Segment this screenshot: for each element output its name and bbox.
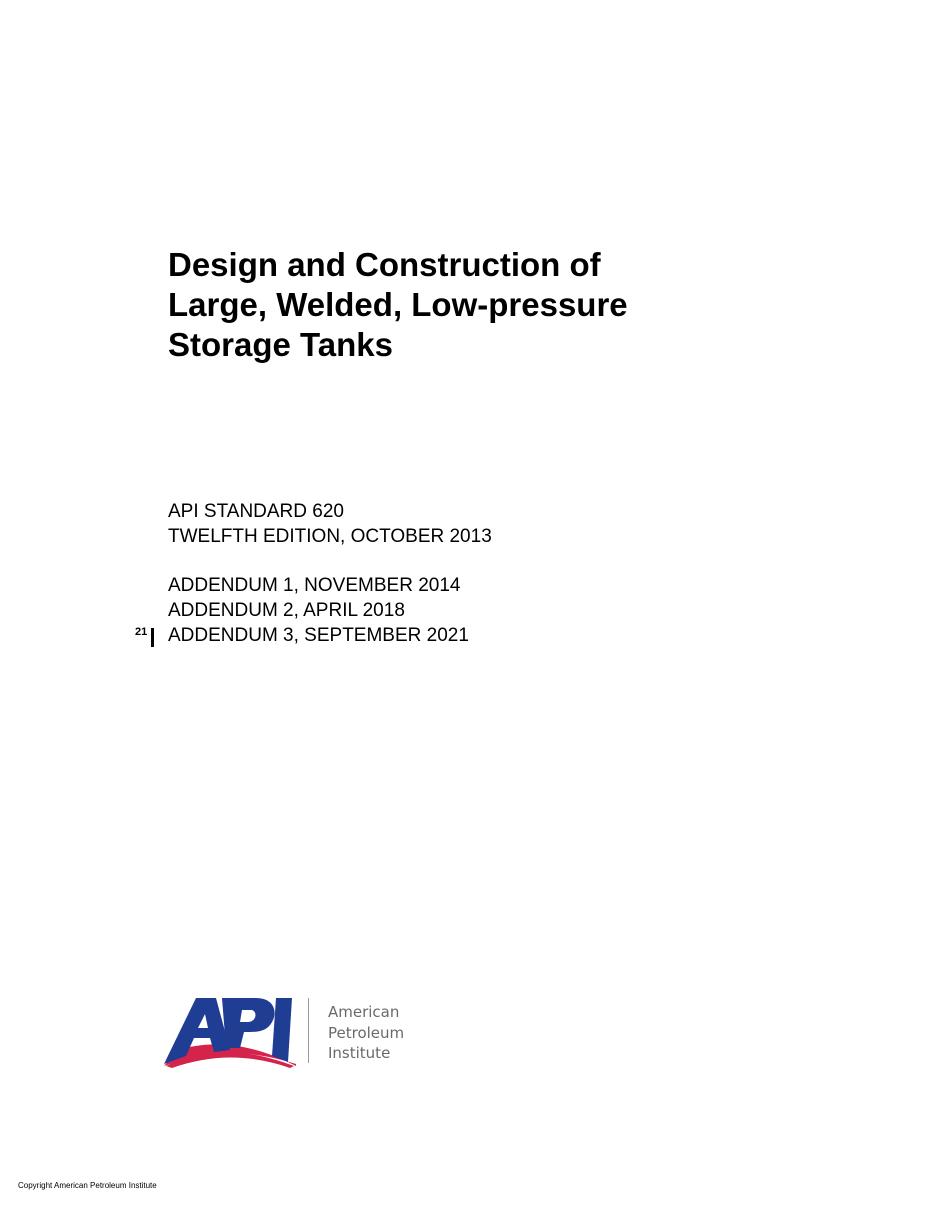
logo-word: Petroleum — [328, 1023, 405, 1042]
logo-word: American — [328, 1003, 400, 1021]
change-bar — [151, 628, 154, 647]
logo-letter-i — [272, 998, 292, 1062]
addendum-item: ADDENDUM 2, APRIL 2018 — [168, 600, 405, 621]
spacer — [168, 549, 492, 573]
addendum-item: ADDENDUM 3, SEPTEMBER 2021 — [168, 625, 469, 646]
addendum-item: ADDENDUM 1, NOVEMBER 2014 — [168, 575, 461, 596]
edition-date: TWELFTH EDITION, OCTOBER 2013 — [168, 526, 492, 547]
title-line: Design and Construction of — [168, 246, 601, 283]
copyright-notice: Copyright American Petroleum Institute — [18, 1181, 157, 1190]
change-marker-number: 21 — [135, 626, 148, 638]
change-marker — [135, 626, 154, 646]
edition-info — [168, 499, 492, 648]
api-logo — [160, 990, 430, 1070]
logo-letter-p — [222, 998, 275, 1048]
logo-divider — [308, 998, 309, 1063]
logo-word: Institute — [328, 1044, 391, 1062]
api-logo-mark — [160, 990, 300, 1070]
title-line: Large, Welded, Low-pressure — [168, 286, 628, 323]
title-line: Storage Tanks — [168, 326, 393, 363]
document-title — [168, 245, 808, 365]
logo-wordmark — [328, 1002, 404, 1064]
standard-designation: API STANDARD 620 — [168, 501, 344, 522]
